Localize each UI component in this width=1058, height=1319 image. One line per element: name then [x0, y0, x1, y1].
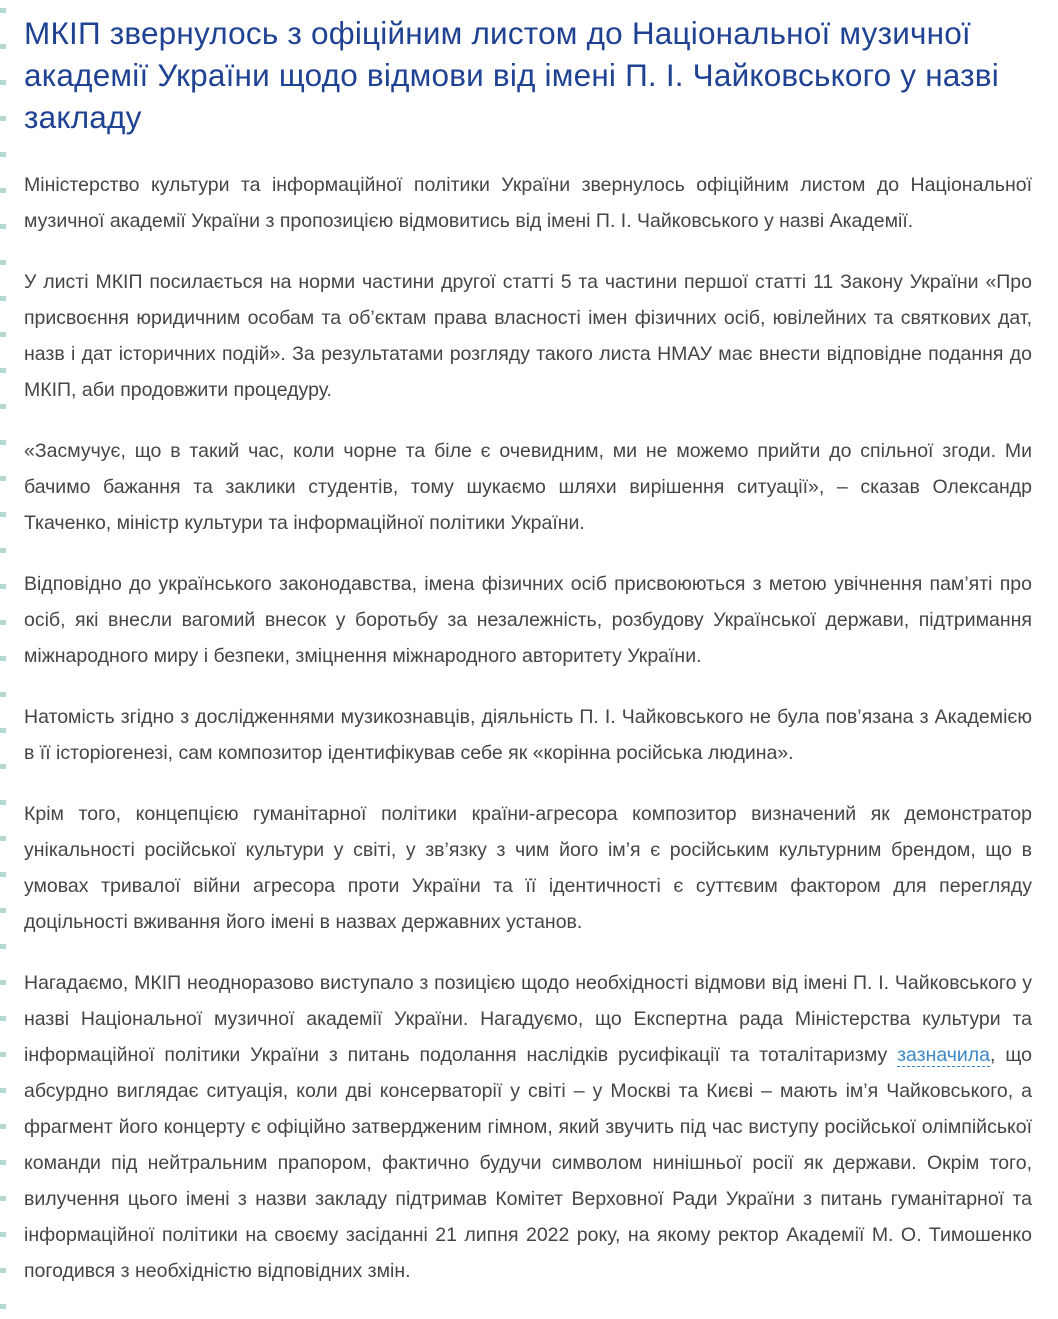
- closing-text-after-link: , що абсурдно виглядає ситуація, коли дві консерваторії у світі – у Москві та Києві – мають ім’я Чайковського, а фрагмент його концерту є офіційно затвердженим гімном, який звучить під час виступу російської олімпійської команди під нейтральним прапором, фактично будучи символом нинішньої росії як держави. Окрім того, вилучення цього імені з назви закладу підтримав Комітет Верховної Ради України з питань гуманітарної та інформаційної політики на своєму засіданні 21 липня 2022 року, на якому ректор Академії М. О. Тимошенко погодився з необхідністю відповідних змін.: [24, 1043, 1032, 1282]
- article-paragraph-5: Натомість згідно з дослідженнями музикознавців, діяльність П. І. Чайковського не була пов’язана з Академією в її історіогенезі, сам композитор ідентифікував себе як «корінна російська людина».: [24, 705, 1032, 764]
- left-dash-border: [0, 8, 6, 1319]
- article-paragraph-7: [24, 965, 1032, 1289]
- article-paragraph-1: Міністерство культури та інформаційної політики України звернулось офіційним листом до Національної музичної академії України з пропозицією відмовитись від імені П. І. Чайковського у назві Академії.: [24, 173, 1032, 232]
- article-paragraph-2: У листі МКІП посилається на норми частини другої статті 5 та частини першої статті 11 Закону України «Про присвоєння юридичним особам та об’єктам права власності імен фізичних осіб, ювілейних та святкових дат, назв і дат історичних подій». За результатами розгляду такого листа НМАУ має внести відповідне подання до МКІП, аби продовжити процедуру.: [24, 270, 1032, 401]
- closing-text-before-link: Нагадаємо, МКІП неодноразово виступало з позицією щодо необхідності відмови від імені П. І. Чайковського у назві Національної музичної академії України. Нагадуємо, що Експертна рада Міністерства культури та інформаційної політики України з питань подолання наслідків русифікації та тоталітаризму: [24, 971, 1032, 1066]
- article-paragraph-6: Крім того, концепцією гуманітарної політики країни-агресора композитор визначений як демонстратор унікальності російської культури у світі, у зв’язку з чим його ім’я є російським культурним брендом, що в умовах тривалої війни агресора проти України та її ідентичності є суттєвим фактором для перегляду доцільності вживання його імені в назвах державних установ.: [24, 802, 1032, 933]
- article-paragraph-4: Відповідно до українського законодавства, імена фізичних осіб присвоюються з метою увічнення пам’яті про осіб, які внесли вагомий внесок у боротьбу за незалежність, розбудову Української держави, підтримання міжнародного миру і безпеки, зміцнення міжнародного авторитету України.: [24, 572, 1032, 667]
- article-title: МКІП звернулось з офіційним листом до Національної музичної академії України щодо відмови від імені П. І. Чайковського у назві закладу: [24, 15, 999, 136]
- article-paragraph-3: «Засмучує, що в такий час, коли чорне та біле є очевидним, ми не можемо прийти до спільної згоди. Ми бачимо бажання та заклики студентів, тому шукаємо шляхи вирішення ситуації», – сказав Олександр Ткаченко, міністр культури та інформаційної політики України.: [24, 439, 1032, 534]
- zaznachyla-link[interactable]: зазначила: [897, 1043, 991, 1066]
